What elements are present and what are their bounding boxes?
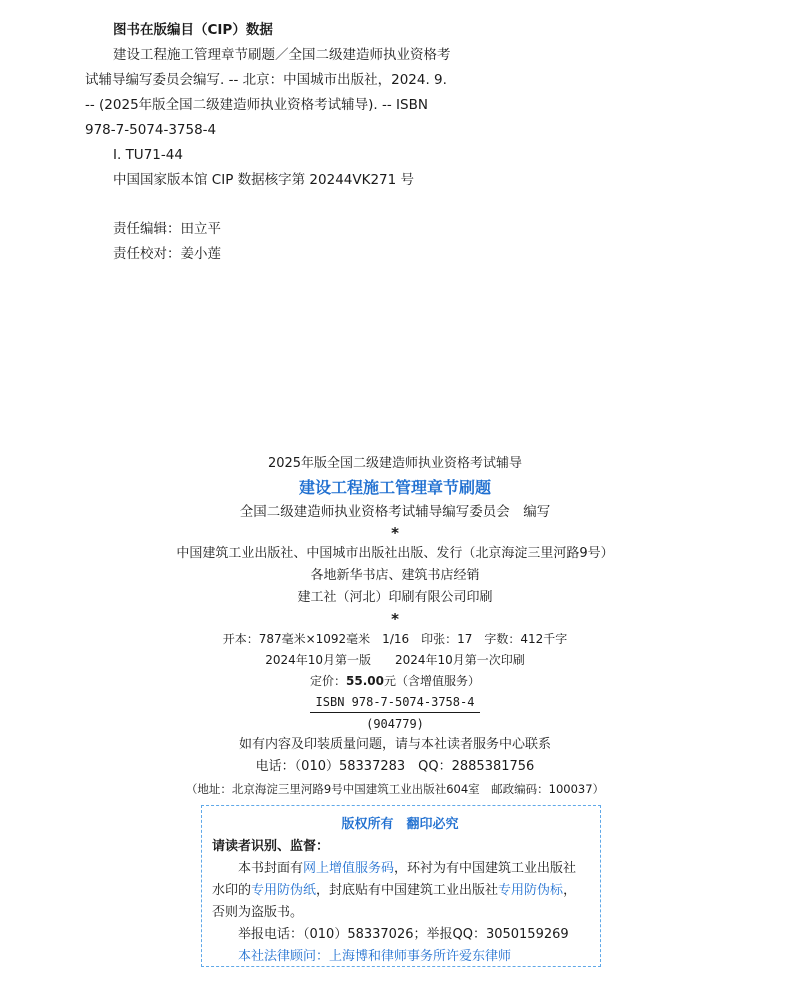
- code-line: (904779): [366, 717, 424, 731]
- notice-body-part-2: ，环衬为有中国建筑工业出版社水印的: [212, 861, 577, 898]
- quality-notice: 如有内容及印装质量问题，请与本社读者服务中心联系: [238, 737, 551, 752]
- book-author: 全国二级建造师执业资格考试辅导编写委员会 编写: [239, 504, 551, 520]
- notice-body-part-3: ，封底贴有中国建筑工业出版社: [316, 883, 499, 898]
- isbn-line: ISBN 978-7-5074-3758-4: [310, 692, 481, 713]
- cip-heading: 图书在版编目（CIP）数据: [113, 22, 273, 38]
- notice-highlight-label: 专用防伪标: [498, 883, 564, 898]
- distribution-line: 各地新华书店、建筑书店经销: [310, 568, 480, 583]
- price-label: 定价：: [310, 674, 347, 688]
- notice-body-part-1: 本书封面有: [238, 861, 304, 876]
- separator-star-2: *: [391, 610, 399, 628]
- separator-star: *: [391, 524, 399, 542]
- cip-verification: 中国国家版本馆 CIP 数据核字第 20244VK271 号: [113, 172, 415, 188]
- book-title: 建设工程施工管理章节刷题: [298, 478, 491, 497]
- anti-piracy-notice: [201, 805, 601, 967]
- supervise-heading: 请读者识别、监督：: [212, 839, 330, 854]
- notice-body-part-4: ，否则为盗版书。: [212, 883, 577, 920]
- notice-highlight-code: 网上增值服务码: [303, 861, 395, 876]
- copyright-heading: 版权所有 翻印必究: [341, 817, 459, 832]
- responsible-proofreader: 责任校对：姜小莲: [113, 246, 221, 262]
- price-line: [0, 671, 790, 692]
- legal-counsel: 本社法律顾问：上海博和律师事务所许爱东律师: [238, 949, 512, 964]
- price-value: 55.00: [346, 674, 384, 688]
- publisher-line: 中国建筑工业出版社、中国城市出版社出版、发行（北京海淀三里河路9号）: [176, 546, 614, 561]
- colophon-block: [0, 453, 790, 800]
- notice-highlight-paper: 专用防伪纸: [251, 883, 317, 898]
- cip-entry: 建设工程施工管理章节刷题／全国二级建造师执业资格考试辅导编写委员会编写. -- 北京：中国城市出版社，2024. 9. -- (2025年版全国二级建造师执业资格考试辅导). -- ISBN 978-7-5074-3758-4: [85, 47, 451, 138]
- contact-phone: 电话：（010）58337283 QQ：2885381756: [255, 759, 535, 774]
- notice-body: [212, 858, 588, 924]
- price-suffix: 元（含增值服务）: [383, 674, 480, 688]
- publisher-address: （地址：北京海淀三里河路9号中国建筑工业出版社604室 邮政编码：100037）: [185, 782, 605, 796]
- cip-block: [85, 18, 455, 267]
- report-contact: 举报电话：（010）58337026；举报QQ：3050159269: [238, 927, 569, 942]
- printer-line: 建工社（河北）印刷有限公司印刷: [297, 590, 493, 605]
- series-name: 2025年版全国二级建造师执业资格考试辅导: [267, 456, 523, 471]
- responsible-editor: 责任编辑：田立平: [113, 221, 221, 237]
- edition-line: 2024年10月第一版 2024年10月第一次印刷: [265, 653, 525, 667]
- cip-classification: Ⅰ. TU71-44: [113, 147, 183, 163]
- format-line: 开本：787毫米×1092毫米 1/16 印张：17 字数：412千字: [222, 632, 568, 646]
